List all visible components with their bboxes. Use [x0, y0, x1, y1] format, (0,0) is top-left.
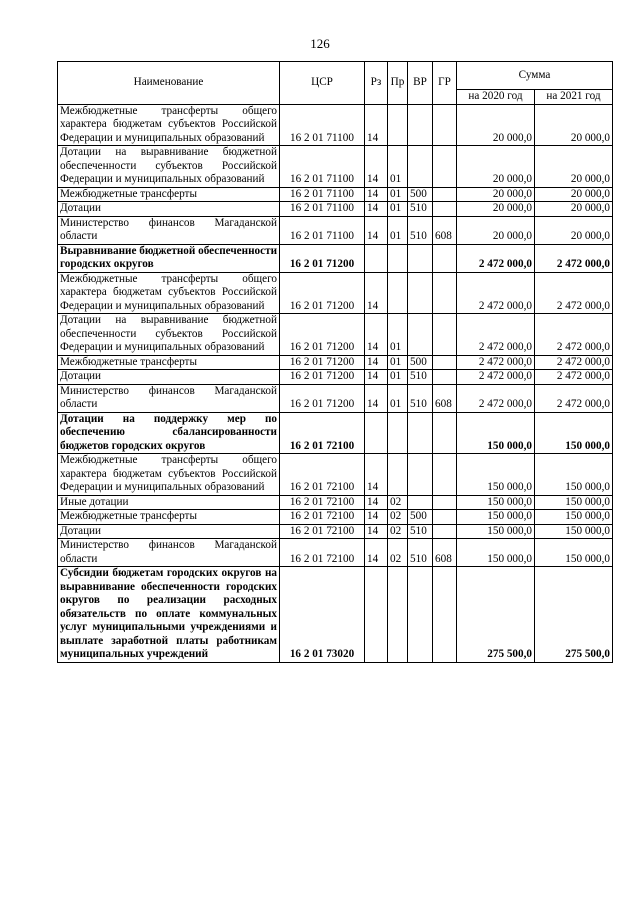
- row-amount-2020: 2 472 000,0: [457, 384, 535, 412]
- row-csr: 16 2 01 71100: [280, 146, 365, 188]
- row-rz: 14: [365, 146, 388, 188]
- budget-table: [57, 61, 613, 663]
- row-vr: [408, 567, 433, 663]
- table-row: [58, 370, 613, 385]
- row-pr: 02: [388, 524, 408, 539]
- row-amount-2021: 150 000,0: [535, 524, 613, 539]
- row-pr: 02: [388, 539, 408, 567]
- row-pr: [388, 454, 408, 496]
- row-rz: 14: [365, 370, 388, 385]
- row-vr: 500: [408, 187, 433, 202]
- row-amount-2020: 2 472 000,0: [457, 314, 535, 356]
- row-amount-2021: 2 472 000,0: [535, 314, 613, 356]
- row-vr: 500: [408, 355, 433, 370]
- row-vr: 510: [408, 539, 433, 567]
- row-csr: 16 2 01 71100: [280, 216, 365, 244]
- row-gr: 608: [433, 216, 457, 244]
- row-vr: [408, 314, 433, 356]
- row-amount-2021: 2 472 000,0: [535, 272, 613, 314]
- row-name: Дотации: [58, 370, 280, 385]
- row-gr: [433, 454, 457, 496]
- row-gr: [433, 355, 457, 370]
- row-pr: 01: [388, 202, 408, 217]
- row-csr: 16 2 01 71200: [280, 355, 365, 370]
- row-gr: [433, 314, 457, 356]
- row-vr: 510: [408, 216, 433, 244]
- row-pr: 01: [388, 216, 408, 244]
- row-amount-2020: 20 000,0: [457, 216, 535, 244]
- row-rz: 14: [365, 314, 388, 356]
- row-amount-2020: 2 472 000,0: [457, 272, 535, 314]
- page-number: 126: [310, 36, 330, 51]
- row-csr: 16 2 01 71100: [280, 187, 365, 202]
- row-name: Межбюджетные трансферты: [58, 510, 280, 525]
- table-row: [58, 314, 613, 356]
- header-year-2021: на 2021 год: [535, 90, 613, 105]
- row-amount-2021: 20 000,0: [535, 202, 613, 217]
- row-csr: 16 2 01 71200: [280, 370, 365, 385]
- row-gr: [433, 202, 457, 217]
- row-gr: [433, 244, 457, 272]
- table-row: [58, 202, 613, 217]
- row-vr: 500: [408, 510, 433, 525]
- row-amount-2020: 2 472 000,0: [457, 355, 535, 370]
- row-gr: [433, 104, 457, 146]
- row-amount-2020: 2 472 000,0: [457, 244, 535, 272]
- row-rz: [365, 567, 388, 663]
- row-amount-2021: 150 000,0: [535, 510, 613, 525]
- row-name: Министерство финансов Магаданской области: [58, 539, 280, 567]
- row-gr: [433, 510, 457, 525]
- row-amount-2021: 2 472 000,0: [535, 384, 613, 412]
- row-amount-2021: 20 000,0: [535, 146, 613, 188]
- row-vr: 510: [408, 524, 433, 539]
- row-name: Дотации на выравнивание бюджетной обеспеченности субъектов Российской Федерации и муниципальных образований: [58, 146, 280, 188]
- row-rz: [365, 412, 388, 454]
- row-rz: 14: [365, 355, 388, 370]
- row-amount-2020: 20 000,0: [457, 104, 535, 146]
- row-csr: 16 2 01 71200: [280, 244, 365, 272]
- row-amount-2020: 150 000,0: [457, 412, 535, 454]
- table-row: [58, 524, 613, 539]
- row-csr: 16 2 01 72100: [280, 454, 365, 496]
- row-amount-2021: 150 000,0: [535, 539, 613, 567]
- row-vr: [408, 146, 433, 188]
- row-rz: 14: [365, 104, 388, 146]
- row-amount-2021: 20 000,0: [535, 187, 613, 202]
- row-gr: [433, 412, 457, 454]
- row-pr: [388, 412, 408, 454]
- row-name: Министерство финансов Магаданской области: [58, 216, 280, 244]
- row-gr: 608: [433, 539, 457, 567]
- table-row: [58, 384, 613, 412]
- row-rz: 14: [365, 510, 388, 525]
- header-name: Наименование: [58, 62, 280, 105]
- row-amount-2020: 2 472 000,0: [457, 370, 535, 385]
- row-vr: [408, 454, 433, 496]
- row-rz: 14: [365, 187, 388, 202]
- row-name: Дотации на выравнивание бюджетной обеспеченности субъектов Российской Федерации и муниципальных образований: [58, 314, 280, 356]
- row-amount-2021: 2 472 000,0: [535, 355, 613, 370]
- row-amount-2021: 2 472 000,0: [535, 370, 613, 385]
- row-amount-2020: 150 000,0: [457, 524, 535, 539]
- row-name: Межбюджетные трансферты: [58, 355, 280, 370]
- row-name: Министерство финансов Магаданской области: [58, 384, 280, 412]
- row-gr: 608: [433, 384, 457, 412]
- row-vr: [408, 495, 433, 510]
- table-row: [58, 146, 613, 188]
- row-vr: [408, 104, 433, 146]
- row-amount-2020: 20 000,0: [457, 187, 535, 202]
- table-row: [58, 412, 613, 454]
- row-csr: 16 2 01 71200: [280, 384, 365, 412]
- row-amount-2021: 2 472 000,0: [535, 244, 613, 272]
- row-csr: 16 2 01 71100: [280, 202, 365, 217]
- header-sum: Сумма: [457, 62, 613, 90]
- row-csr: 16 2 01 71200: [280, 314, 365, 356]
- row-amount-2021: 150 000,0: [535, 454, 613, 496]
- row-rz: 14: [365, 202, 388, 217]
- table-row: [58, 567, 613, 663]
- row-amount-2020: 20 000,0: [457, 146, 535, 188]
- row-amount-2020: 275 500,0: [457, 567, 535, 663]
- row-pr: 01: [388, 370, 408, 385]
- row-vr: 510: [408, 370, 433, 385]
- row-csr: 16 2 01 71100: [280, 104, 365, 146]
- table-row: [58, 216, 613, 244]
- table-row: [58, 104, 613, 146]
- header-csr: ЦСР: [280, 62, 365, 105]
- row-pr: 01: [388, 355, 408, 370]
- row-vr: 510: [408, 202, 433, 217]
- row-csr: 16 2 01 72100: [280, 412, 365, 454]
- table-row: [58, 539, 613, 567]
- row-name: Выравнивание бюджетной обеспеченности городских округов: [58, 244, 280, 272]
- header-pr: Пр: [388, 62, 408, 105]
- row-amount-2021: 275 500,0: [535, 567, 613, 663]
- row-rz: 14: [365, 384, 388, 412]
- row-csr: 16 2 01 73020: [280, 567, 365, 663]
- header-rz: Рз: [365, 62, 388, 105]
- row-pr: [388, 244, 408, 272]
- row-amount-2020: 150 000,0: [457, 510, 535, 525]
- row-pr: 02: [388, 510, 408, 525]
- row-gr: [433, 567, 457, 663]
- row-rz: 14: [365, 495, 388, 510]
- row-csr: 16 2 01 71200: [280, 272, 365, 314]
- row-vr: [408, 272, 433, 314]
- table-body: [58, 104, 613, 662]
- row-gr: [433, 187, 457, 202]
- row-name: Межбюджетные трансферты общего характера бюджетам субъектов Российской Федерации и муниципальных образований: [58, 454, 280, 496]
- table-row: [58, 454, 613, 496]
- header-gr: ГР: [433, 62, 457, 105]
- row-gr: [433, 146, 457, 188]
- row-rz: [365, 244, 388, 272]
- row-csr: 16 2 01 72100: [280, 539, 365, 567]
- header-year-2020: на 2020 год: [457, 90, 535, 105]
- row-rz: 14: [365, 539, 388, 567]
- row-vr: 510: [408, 384, 433, 412]
- row-amount-2021: 150 000,0: [535, 412, 613, 454]
- row-vr: [408, 412, 433, 454]
- row-amount-2020: 20 000,0: [457, 202, 535, 217]
- row-pr: [388, 272, 408, 314]
- row-gr: [433, 272, 457, 314]
- row-csr: 16 2 01 72100: [280, 495, 365, 510]
- row-name: Дотации: [58, 524, 280, 539]
- row-gr: [433, 495, 457, 510]
- row-rz: 14: [365, 216, 388, 244]
- table-row: [58, 510, 613, 525]
- table-row: [58, 244, 613, 272]
- row-name: Дотации: [58, 202, 280, 217]
- row-csr: 16 2 01 72100: [280, 524, 365, 539]
- row-pr: 01: [388, 146, 408, 188]
- row-name: Дотации на поддержку мер по обеспечению сбалансированности бюджетов городских округов: [58, 412, 280, 454]
- row-csr: 16 2 01 72100: [280, 510, 365, 525]
- row-amount-2020: 150 000,0: [457, 495, 535, 510]
- row-name: Межбюджетные трансферты общего характера бюджетам субъектов Российской Федерации и муниципальных образований: [58, 104, 280, 146]
- row-amount-2020: 150 000,0: [457, 539, 535, 567]
- table-row: [58, 272, 613, 314]
- row-rz: 14: [365, 454, 388, 496]
- row-pr: [388, 104, 408, 146]
- row-pr: 02: [388, 495, 408, 510]
- row-amount-2021: 20 000,0: [535, 104, 613, 146]
- header-vr: ВР: [408, 62, 433, 105]
- row-amount-2020: 150 000,0: [457, 454, 535, 496]
- row-vr: [408, 244, 433, 272]
- row-gr: [433, 370, 457, 385]
- table-row: [58, 187, 613, 202]
- row-name: Субсидии бюджетам городских округов на выравнивание обеспеченности городских округов по реализации расходных обязательств по оплате коммунальных услуг муниципальными учреждениями и выплате заработной платы работникам муниципальных учреждений: [58, 567, 280, 663]
- row-pr: 01: [388, 187, 408, 202]
- table-row: [58, 355, 613, 370]
- row-pr: [388, 567, 408, 663]
- row-rz: 14: [365, 524, 388, 539]
- row-amount-2021: 20 000,0: [535, 216, 613, 244]
- row-name: Межбюджетные трансферты: [58, 187, 280, 202]
- row-pr: 01: [388, 384, 408, 412]
- row-pr: 01: [388, 314, 408, 356]
- row-rz: 14: [365, 272, 388, 314]
- row-gr: [433, 524, 457, 539]
- row-amount-2021: 150 000,0: [535, 495, 613, 510]
- row-name: Иные дотации: [58, 495, 280, 510]
- row-name: Межбюджетные трансферты общего характера бюджетам субъектов Российской Федерации и муниципальных образований: [58, 272, 280, 314]
- table-row: [58, 495, 613, 510]
